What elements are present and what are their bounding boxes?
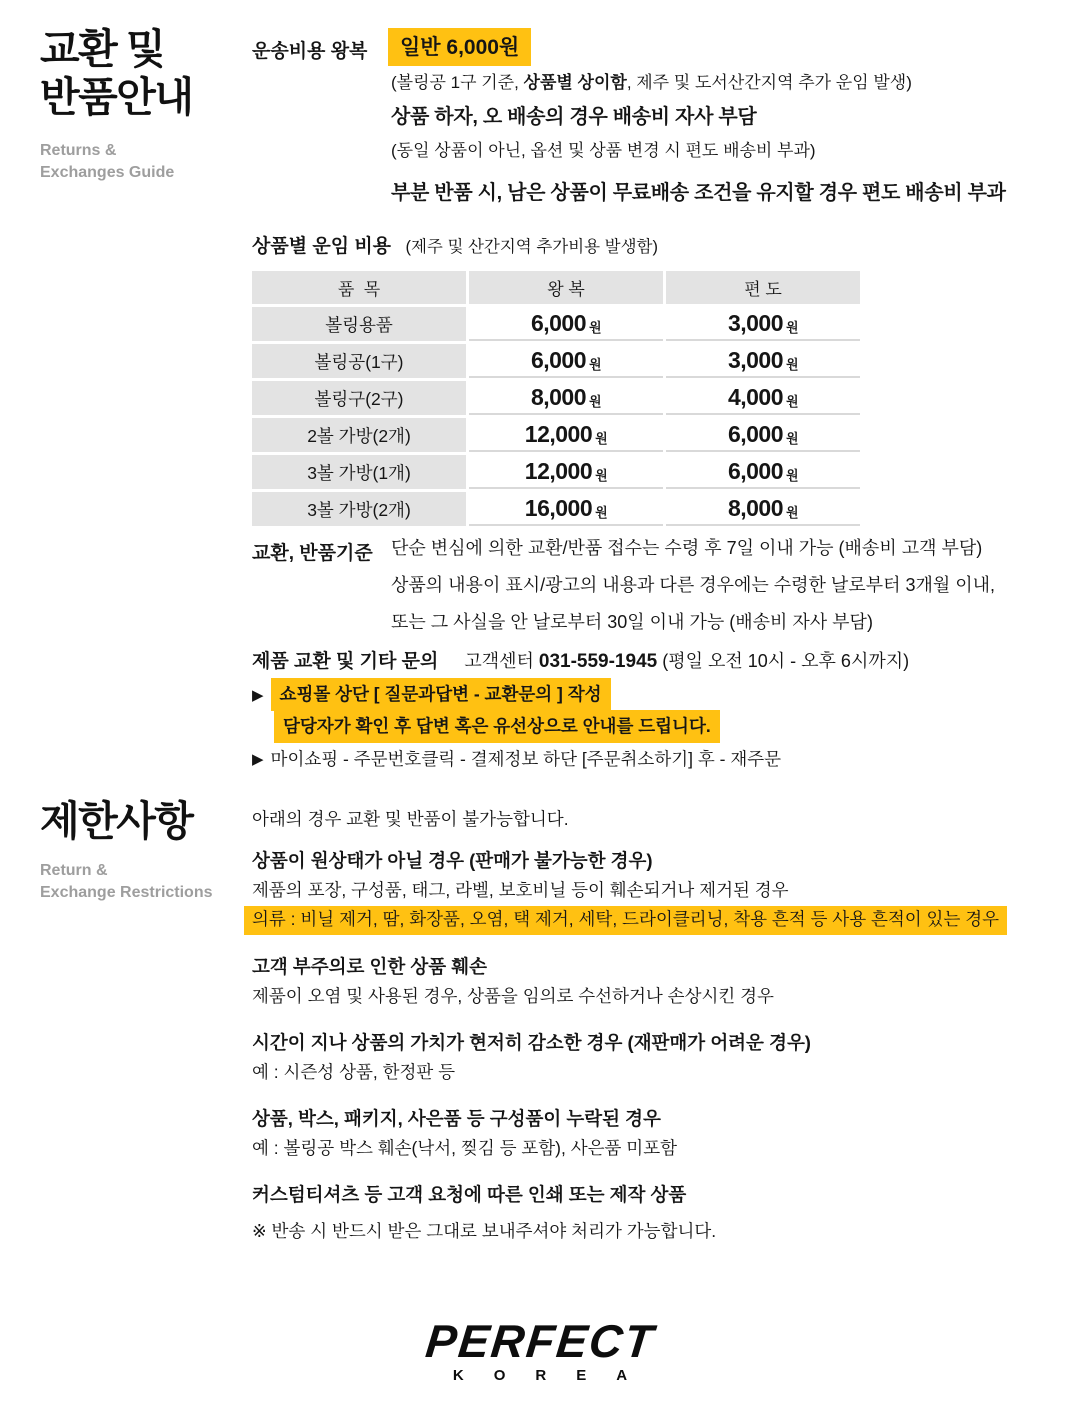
fee-table-oneway-cell	[666, 492, 860, 526]
shipping-highlight-wrap	[388, 28, 531, 66]
fee-table-title-note: (제주 및 산간지역 추가비용 발생함)	[405, 238, 658, 256]
fee-amount: 8,000	[727, 494, 783, 521]
page-subtitle-line2: Exchanges Guide	[40, 164, 175, 182]
fee-amount: 12,000	[524, 457, 593, 484]
restriction-heading: 커스텀티셔츠 등 고객 요청에 따른 인쇄 또는 제작 상품	[252, 1184, 687, 1205]
restriction-block	[252, 952, 1080, 1011]
contact-phone-number: 031-559-1945	[538, 651, 658, 672]
contact-row	[252, 646, 909, 673]
restriction-highlight-row	[252, 905, 1080, 935]
page-title-line2: 반품안내	[40, 73, 193, 120]
page-title-line1: 교환 및	[40, 26, 165, 72]
fee-currency-suffix: 원	[786, 393, 799, 409]
fee-currency-suffix: 원	[595, 467, 608, 483]
restrictions-title: 제한사항	[40, 798, 193, 844]
arrow-right-icon: ▶	[252, 750, 264, 768]
arrow-right-icon: ▶	[252, 686, 264, 704]
fee-table-oneway-cell	[666, 344, 860, 378]
shipping-note-1-prefix: (볼링공 1구 기준,	[391, 73, 524, 92]
bullet-row-1	[252, 678, 611, 711]
contact-info	[464, 647, 909, 673]
restriction-block	[252, 1104, 1080, 1163]
restrictions-subtitle-line2: Exchange Restrictions	[40, 884, 213, 902]
fee-table-item-cell: 2볼 가방(2개)	[252, 418, 466, 452]
fee-table-item-cell: 볼링구(2구)	[252, 381, 466, 415]
restriction-heading: 상품이 원상태가 아닐 경우 (판매가 불가능한 경우)	[252, 850, 653, 871]
brand-logo-wordmark: PERFECT	[422, 1315, 658, 1367]
fee-amount: 6,000	[727, 457, 783, 484]
restriction-highlight-line: 의류 : 비닐 제거, 땀, 화장품, 오염, 택 제거, 세탁, 드라이클리닝, 착용 흔적 등 사용 흔적이 있는 경우	[244, 906, 1007, 935]
brand-logo	[0, 1315, 1080, 1385]
shipping-note-1-bold: 상품별 상이함	[523, 73, 627, 92]
fee-table-oneway-cell	[666, 381, 860, 415]
shipping-partial-return-line: 부분 반품 시, 남은 상품이 무료배송 조건을 유지할 경우 편도 배송비 부과	[391, 182, 1006, 204]
fee-amount: 3,000	[727, 309, 783, 336]
fee-table-roundtrip-cell	[469, 307, 663, 341]
fee-table	[252, 271, 860, 526]
fee-amount: 6,000	[727, 420, 783, 447]
fee-currency-suffix: 원	[786, 430, 799, 446]
shipping-note-2: (동일 상품이 아닌, 옵션 및 상품 변경 시 편도 배송비 부과)	[391, 141, 816, 160]
fee-currency-suffix: 원	[589, 393, 602, 409]
restriction-block	[252, 1028, 1080, 1087]
restriction-heading: 상품, 박스, 패키지, 사은품 등 구성품이 누락된 경우	[252, 1108, 661, 1129]
fee-currency-suffix: 원	[786, 467, 799, 483]
fee-amount: 6,000	[530, 309, 586, 336]
fee-table-item-cell: 3볼 가방(2개)	[252, 492, 466, 526]
fee-currency-suffix: 원	[786, 319, 799, 335]
shipping-defect-line: 상품 하자, 오 배송의 경우 배송비 자사 부담	[391, 106, 757, 128]
bullet-row-2	[252, 746, 781, 771]
fee-table-header-cell: 품 목	[252, 271, 466, 304]
fee-currency-suffix: 원	[589, 319, 602, 335]
restriction-block	[252, 846, 1080, 935]
fee-table-item-cell: 볼링공(1구)	[252, 344, 466, 378]
fee-amount: 3,000	[727, 346, 783, 373]
bullet-1-sub-highlight: 담당자가 확인 후 답변 혹은 유선상으로 안내를 드립니다.	[274, 710, 720, 743]
fee-table-oneway-cell	[666, 307, 860, 341]
fee-table-oneway-cell	[666, 418, 860, 452]
bullet-2-text: 마이쇼핑 - 주문번호클릭 - 결제정보 하단 [주문취소하기] 후 - 재주문	[270, 749, 782, 769]
contact-center-prefix: 고객센터	[464, 651, 539, 671]
fee-currency-suffix: 원	[786, 356, 799, 372]
fee-table-header-cell: 편 도	[666, 271, 860, 304]
brand-logo-sub: KOREA	[452, 1367, 658, 1384]
restrictions-subtitle	[40, 860, 213, 905]
restrictions-subtitle-line1: Return &	[40, 862, 108, 879]
fee-amount: 16,000	[524, 494, 593, 521]
page-title	[40, 26, 192, 122]
fee-table-roundtrip-cell	[469, 344, 663, 378]
fee-table-title: 상품별 운임 비용	[252, 236, 392, 257]
restriction-line: 제품이 오염 및 사용된 경우, 상품을 임의로 수선하거나 손상시킨 경우	[252, 986, 774, 1006]
restrictions-footnote: ※ 반송 시 반드시 받은 그대로 보내주셔야 처리가 가능합니다.	[252, 1221, 717, 1241]
fee-amount: 4,000	[727, 383, 783, 410]
fee-currency-suffix: 원	[595, 504, 608, 520]
restriction-line: 제품의 포장, 구성품, 태그, 라벨, 보호비닐 등이 훼손되거나 제거된 경우	[252, 880, 789, 900]
fee-table-roundtrip-cell	[469, 455, 663, 489]
bullet-1-highlight: 쇼핑몰 상단 [ 질문과답변 - 교환문의 ] 작성	[271, 678, 611, 711]
fee-table-item-cell: 3볼 가방(1개)	[252, 455, 466, 489]
fee-table-oneway-cell	[666, 455, 860, 489]
restriction-heading: 시간이 지나 상품의 가치가 현저히 감소한 경우 (재판매가 어려운 경우)	[252, 1032, 811, 1053]
page-subtitle	[40, 140, 174, 185]
fee-table-roundtrip-cell	[469, 381, 663, 415]
standards-line-3: 또는 그 사실을 안 날로부터 30일 이내 가능 (배송비 자사 부담)	[391, 612, 873, 632]
fee-table-item-cell: 볼링용품	[252, 307, 466, 341]
fee-table-roundtrip-cell	[469, 418, 663, 452]
fee-currency-suffix: 원	[786, 504, 799, 520]
shipping-cost-label: 운송비용 왕복	[252, 41, 368, 62]
restriction-line: 예 : 볼링공 박스 훼손(낙서, 찢김 등 포함), 사은품 미포함	[252, 1138, 678, 1158]
restriction-heading: 고객 부주의로 인한 상품 훼손	[252, 956, 488, 977]
fee-amount: 8,000	[530, 383, 586, 410]
restrictions-intro: 아래의 경우 교환 및 반품이 불가능합니다.	[252, 809, 569, 829]
shipping-note-1	[391, 68, 912, 93]
fee-currency-suffix: 원	[589, 356, 602, 372]
fee-amount: 12,000	[524, 420, 593, 447]
standards-lines	[391, 530, 995, 641]
page-subtitle-line1: Returns &	[40, 142, 117, 159]
standards-label: 교환, 반품기준	[252, 543, 373, 564]
standards-line-1: 단순 변심에 의한 교환/반품 접수는 수령 후 7일 이내 가능 (배송비 고객 부담)	[391, 538, 983, 558]
shipping-cost-highlight: 일반 6,000원	[388, 28, 531, 66]
fee-amount: 6,000	[530, 346, 586, 373]
bullet-row-1-sub	[274, 710, 720, 743]
contact-hours: (평일 오전 10시 - 오후 6시까지)	[657, 651, 910, 671]
fee-currency-suffix: 원	[595, 430, 608, 446]
standards-line-2: 상품의 내용이 표시/광고의 내용과 다른 경우에는 수령한 날로부터 3개월 이내,	[391, 575, 996, 595]
contact-label: 제품 교환 및 기타 문의	[252, 651, 439, 672]
restriction-block	[252, 1180, 1080, 1210]
fee-table-roundtrip-cell	[469, 492, 663, 526]
restriction-line: 예 : 시즌성 상품, 한정판 등	[252, 1062, 456, 1082]
fee-table-header-cell: 왕 복	[469, 271, 663, 304]
restriction-blocks	[252, 846, 1080, 1227]
shipping-note-1-suffix: , 제주 및 도서산간지역 추가 운임 발생)	[626, 73, 912, 92]
fee-table-title-row	[252, 231, 658, 258]
